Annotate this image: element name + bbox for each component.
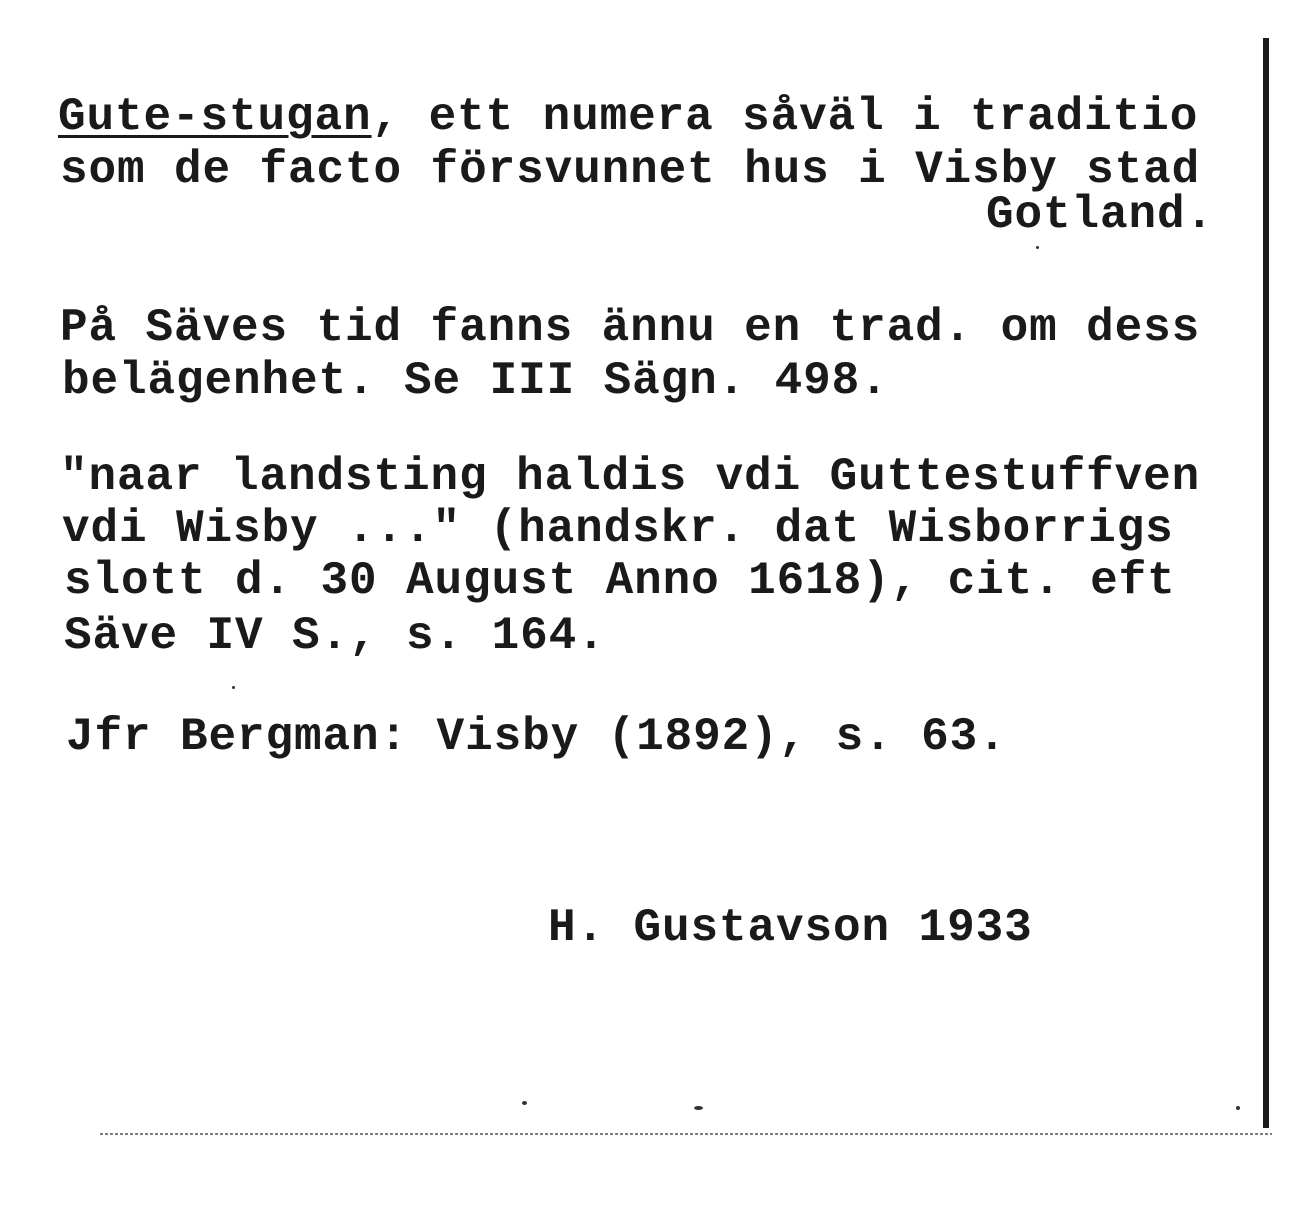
ink-speck <box>1236 1106 1240 1110</box>
paragraph-4-line-1: Jfr Bergman: Visby (1892), s. 63. <box>66 711 1007 763</box>
ink-speck <box>1036 246 1039 249</box>
ink-speck <box>522 1101 527 1105</box>
paragraph-2-line-1: På Säves tid fanns ännu en trad. om dess <box>60 302 1201 354</box>
card-right-edge <box>1263 38 1269 1128</box>
paragraph-2-line-2: belägenhet. Se III Sägn. 498. <box>62 355 889 407</box>
signature: H. Gustavson 1933 <box>548 902 1033 954</box>
heading-line-1-rest: , ett numera såväl i traditio <box>371 91 1199 143</box>
paragraph-3-line-1: "naar landsting haldis vdi Guttestuffven <box>60 451 1201 503</box>
heading-line-3: Gotland. <box>986 189 1215 241</box>
ink-speck <box>232 686 235 689</box>
heading-title-word: Gute-stugan <box>58 91 372 143</box>
paragraph-3-line-4: Säve IV S., s. 164. <box>64 610 606 662</box>
ink-speck <box>694 1106 703 1110</box>
paragraph-3-line-3: slott d. 30 August Anno 1618), cit. eft <box>64 555 1176 607</box>
paragraph-3-line-2: vdi Wisby ..." (handskr. dat Wisborrigs <box>62 503 1174 555</box>
heading-line-2: som de facto försvunnet hus i Visby stad <box>60 144 1201 196</box>
card-bottom-edge <box>100 1133 1272 1135</box>
heading-line-1 <box>58 92 1198 142</box>
